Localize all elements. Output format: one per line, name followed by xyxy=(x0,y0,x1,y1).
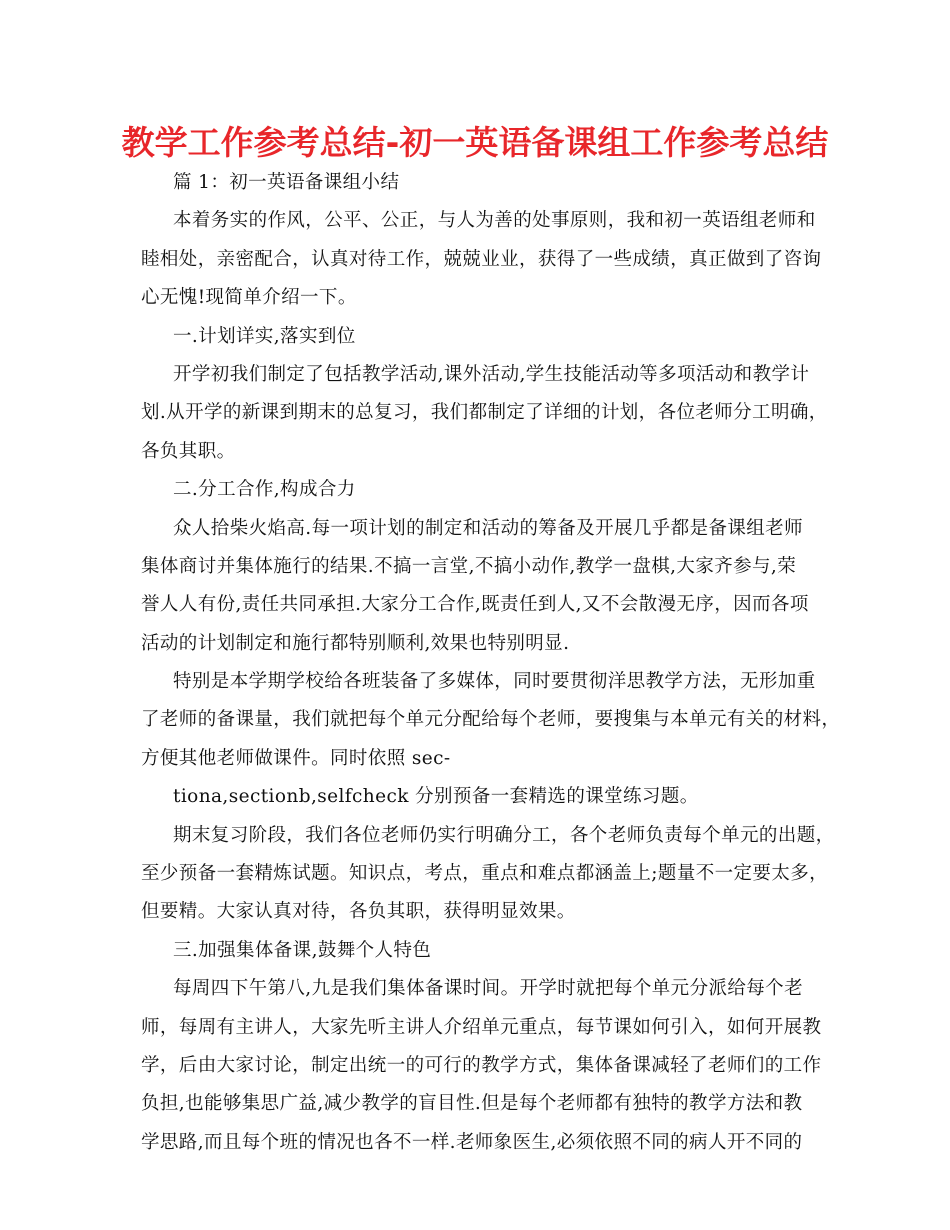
document-body xyxy=(141,164,841,1162)
body-line: 篇 1：初一英语备课组小结 xyxy=(173,172,400,193)
body-line: 众人拾柴火焰高.每一项计划的制定和活动的筹备及开展几乎都是备课组老师 xyxy=(173,517,803,539)
body-line: 一.计划详实,落实到位 xyxy=(173,325,356,347)
body-line: 特别是本学期学校给各班装备了多媒体，同时要贯彻洋思教学方法，无形加重 xyxy=(173,671,816,693)
body-line: 各负其职。 xyxy=(141,440,236,462)
body-line: 集体商讨并集体施行的结果.不搞一言堂,不搞小动作,教学一盘棋,大家齐参与,荣 xyxy=(141,555,797,577)
body-line: 期末复习阶段，我们各位老师仍实行明确分工，各个老师负责每个单元的出题， xyxy=(173,824,835,846)
body-line: 活动的计划制定和施行都特别顺利,效果也特别明显. xyxy=(141,632,570,654)
body-line: tiona,sectionb,selfcheck 分别预备一套精选的课堂练习题。 xyxy=(173,786,699,808)
body-line: 了老师的备课量，我们就把每个单元分配给每个老师，要搜集与本单元有关的材料， xyxy=(141,709,841,731)
body-line: 划.从开学的新课到期末的总复习，我们都制定了详细的计划，各位老师分工明确， xyxy=(141,402,828,424)
body-line: 师，每周有主讲人，大家先听主讲人介绍单元重点，每节课如何引入，如何开展教 xyxy=(141,1016,822,1038)
body-line: 学思路,而且每个班的情况也各不一样.老师象医生,必须依照不同的病人开不同的 xyxy=(141,1131,803,1153)
body-line: 方便其他老师做课件。同时依照 sec- xyxy=(141,747,451,769)
body-line: 负担,也能够集思广益,减少教学的盲目性.但是每个老师都有独特的教学方法和教 xyxy=(141,1093,803,1115)
body-line: 每周四下午第八,九是我们集体备课时间。开学时就把每个单元分派给每个老 xyxy=(173,978,803,1000)
body-line: 学，后由大家讨论，制定出统一的可行的教学方式，集体备课减轻了老师们的工作 xyxy=(141,1054,822,1076)
body-line: 二.分工合作,构成合力 xyxy=(173,479,356,501)
body-line: 誉人人有份,责任共同承担.大家分工合作,既责任到人,又不会散漫无序，因而各项 xyxy=(141,594,809,616)
body-line: 睦相处，亲密配合，认真对待工作，兢兢业业，获得了一些成绩，真正做到了咨询 xyxy=(141,248,822,270)
body-line: 开学初我们制定了包括教学活动,课外活动,学生技能活动等多项活动和教学计 xyxy=(173,363,810,385)
body-line: 但要精。大家认真对待，各负其职，获得明显效果。 xyxy=(141,901,576,923)
document-title: 教学工作参考总结-初一英语备课组工作参考总结 xyxy=(121,123,829,162)
body-line: 三.加强集体备课,鼓舞个人特色 xyxy=(173,939,432,961)
body-line: 本着务实的作风，公平、公正，与人为善的处事原则，我和初一英语组老师和 xyxy=(173,210,816,232)
body-line: 至少预备一套精炼试题。知识点，考点，重点和难点都涵盖上;题量不一定要太多， xyxy=(141,863,829,885)
body-line: 心无愧!现简单介绍一下。 xyxy=(141,287,357,309)
